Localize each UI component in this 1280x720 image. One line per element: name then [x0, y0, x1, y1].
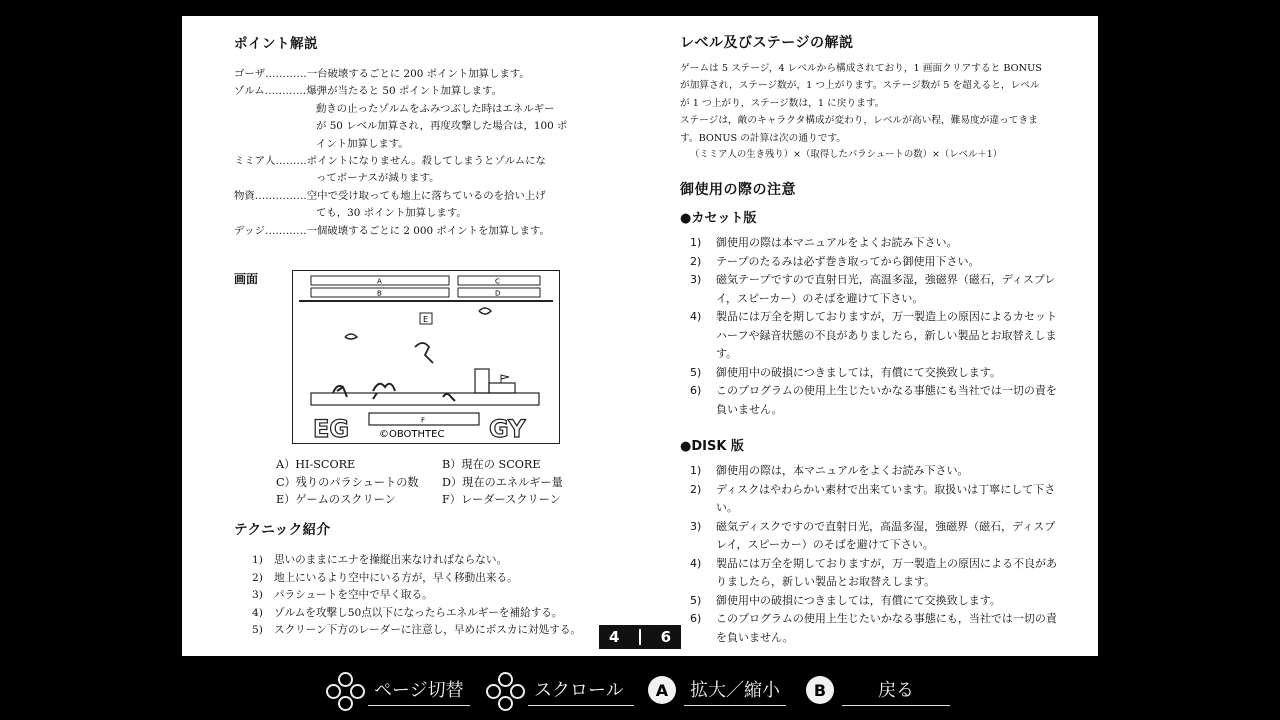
- disk-item: 5) 御使用中の破損につきましては，有償にて交換致します。: [690, 593, 1001, 607]
- a-button-icon: A: [648, 676, 676, 704]
- screen-legend: [276, 456, 606, 509]
- game-screen-illustration: [293, 271, 559, 443]
- technique-list: [252, 552, 622, 640]
- screen-label: 画面: [234, 272, 259, 286]
- box-b-label: B: [377, 289, 382, 298]
- points-row: が 50 レベル加算され，再度攻撃した場合は，100 ポ: [316, 120, 568, 133]
- back-hint[interactable]: [806, 674, 950, 706]
- game-screen-diagram: [292, 270, 560, 444]
- technique-item: 2) 地上にいるより空中にいる方が，早く移動出来る。: [252, 571, 518, 584]
- stick-icon: [486, 672, 522, 708]
- level-title: レベル及びステージの解説: [680, 35, 854, 51]
- points-row: ミミア人……… ポイントになりません。殺してしまうとゾルムにな: [234, 155, 546, 168]
- disk-title: ●DISK 版: [680, 439, 744, 455]
- disk-item: 6) このプログラムの使用上生じたいかなる事態にも，当社では一切の責を負いません。: [690, 612, 1057, 644]
- cassette-item: 3) 磁気テープですので直射日光，高温多湿，強磁界（磁石，ディスプレイ，スピーカー）のそばを避けて下さい。: [690, 273, 1056, 305]
- right-page: [680, 32, 1060, 647]
- logo-left: EG: [313, 415, 350, 443]
- back-label: 戻る: [842, 674, 950, 706]
- points-row: 動きの止ったゾルムをふみつぶした時はエネルギー: [316, 102, 555, 115]
- disk-item: 1) 御使用の際は，本マニュアルをよくお読み下さい。: [690, 464, 969, 478]
- scroll-label: スクロール: [528, 674, 634, 706]
- cassette-title: ●カセット版: [680, 211, 757, 227]
- points-row: ってボーナスが減ります。: [316, 172, 440, 185]
- box-c-label: C: [495, 277, 500, 286]
- cassette-item: 4) 製品には万全を期しておりますが，万一製造上の原因によるカセットハーフや録音状態の不良がありましたら，新しい製品とお取替えします。: [690, 310, 1057, 361]
- disk-item: 3) 磁気ディスクですので直射日光，高温多湿，強磁界（磁石，ディスプレイ，スピーカー）のそばを避けて下さい。: [690, 519, 1056, 552]
- points-row: ゴーザ………… 一台破壊するごとに 200 ポイント加算します。: [234, 68, 530, 80]
- dpad-icon: [326, 672, 362, 708]
- page-divider: [639, 629, 641, 645]
- right-page-number: 6: [660, 628, 671, 646]
- control-hints-bar: [0, 666, 1280, 716]
- page-switch-label: ページ切替: [368, 674, 470, 706]
- cassette-item: 1) 御使用の際は本マニュアルをよくお読み下さい。: [690, 236, 958, 250]
- points-row: イント加算します。: [316, 137, 409, 150]
- technique-item: 4) ゾルムを攻撃し50点以下になったらエネルギーを補給する。: [252, 606, 563, 619]
- zoom-label: 拡大／縮小: [684, 674, 786, 706]
- box-e-label: E: [423, 315, 429, 324]
- scroll-hint[interactable]: [486, 672, 634, 708]
- technique-item: 3) パラシュートを空中で早く取る。: [252, 589, 433, 602]
- box-d-label: D: [495, 289, 501, 298]
- disk-item: 2) ディスクはやわらかい素材で出来ています。取扱いは丁寧にして下さい。: [690, 482, 1056, 515]
- box-f-label: F: [421, 416, 426, 425]
- page-number-indicator: [599, 625, 681, 649]
- bonus-formula: （ミミア人の生き残り）×（取得したパラシュートの数）×（レベル＋1）: [690, 149, 1003, 161]
- legend-row: E）ゲームのスクリーン F）レーダースクリーン: [276, 493, 561, 507]
- disk-list: [680, 462, 1060, 647]
- logo-right: GY: [489, 415, 526, 443]
- disk-item: 4) 製品には万全を期しておりますが，万一製造上の原因による不良がありましたら，新しい製品とお取替えします。: [690, 556, 1057, 589]
- box-a-label: A: [377, 277, 382, 286]
- zoom-hint[interactable]: [648, 674, 786, 706]
- cassette-list: [680, 234, 1060, 419]
- points-list: [234, 66, 604, 240]
- points-row: ゾルム………… 爆弾が当たると 50 ポイント加算します。: [234, 85, 502, 98]
- points-row: デッジ………… 一個破壊するごとに 2 000 ポイントを加算します。: [234, 224, 550, 237]
- legend-row: A）HI-SCORE B）現在の SCORE: [276, 458, 541, 471]
- points-title: ポイント解説: [234, 36, 318, 52]
- level-description: ゲームは 5 ステージ，4 レベルから構成されており，1 画面クリアすると BONUS が加算され，ステージ数が，1 つ上がります。ステージ数が 5 を超えると，レベル が 1 つ上がり，ステージ数は，1 に戻ります。 ステージは，敵のキャラクタ構成が変わり，レベルが高い程，難易度が違ってきま す。BONUS の計算は次の通りです。: [680, 63, 1042, 144]
- points-row: 物資…………… 空中で受け取っても地上に落ちているのを拾い上げ: [234, 189, 546, 202]
- cassette-item: 6) このプログラムの使用上生じたいかなる事態にも当社では一切の責を負いません。: [690, 384, 1057, 416]
- cassette-item: 2) テープのたるみは必ず巻き取ってから御使用下さい。: [690, 254, 980, 268]
- cassette-item: 5) 御使用中の破損につきましては，有償にて交換致します。: [690, 365, 1001, 379]
- manual-page-spread[interactable]: [182, 16, 1098, 656]
- left-page-number: 4: [609, 628, 620, 646]
- copyright-text: ©OBOTHTEC: [379, 429, 445, 440]
- technique-title: テクニック紹介: [234, 522, 331, 538]
- page-switch-hint[interactable]: [326, 672, 470, 708]
- legend-row: C）残りのパラシュートの数 D）現在のエネルギー量: [276, 475, 563, 489]
- points-row: ても，30 ポイント加算します。: [316, 207, 467, 220]
- technique-item: 1) 思いのままにエナを操縦出来なければならない。: [252, 554, 508, 566]
- left-page: [234, 32, 604, 637]
- screen-figure: [234, 270, 604, 450]
- technique-item: 5) スクリーン下方のレーダーに注意し，早めにボスカに対処する。: [252, 624, 582, 637]
- usage-title: 御使用の際の注意: [680, 182, 796, 199]
- b-button-icon: B: [806, 676, 834, 704]
